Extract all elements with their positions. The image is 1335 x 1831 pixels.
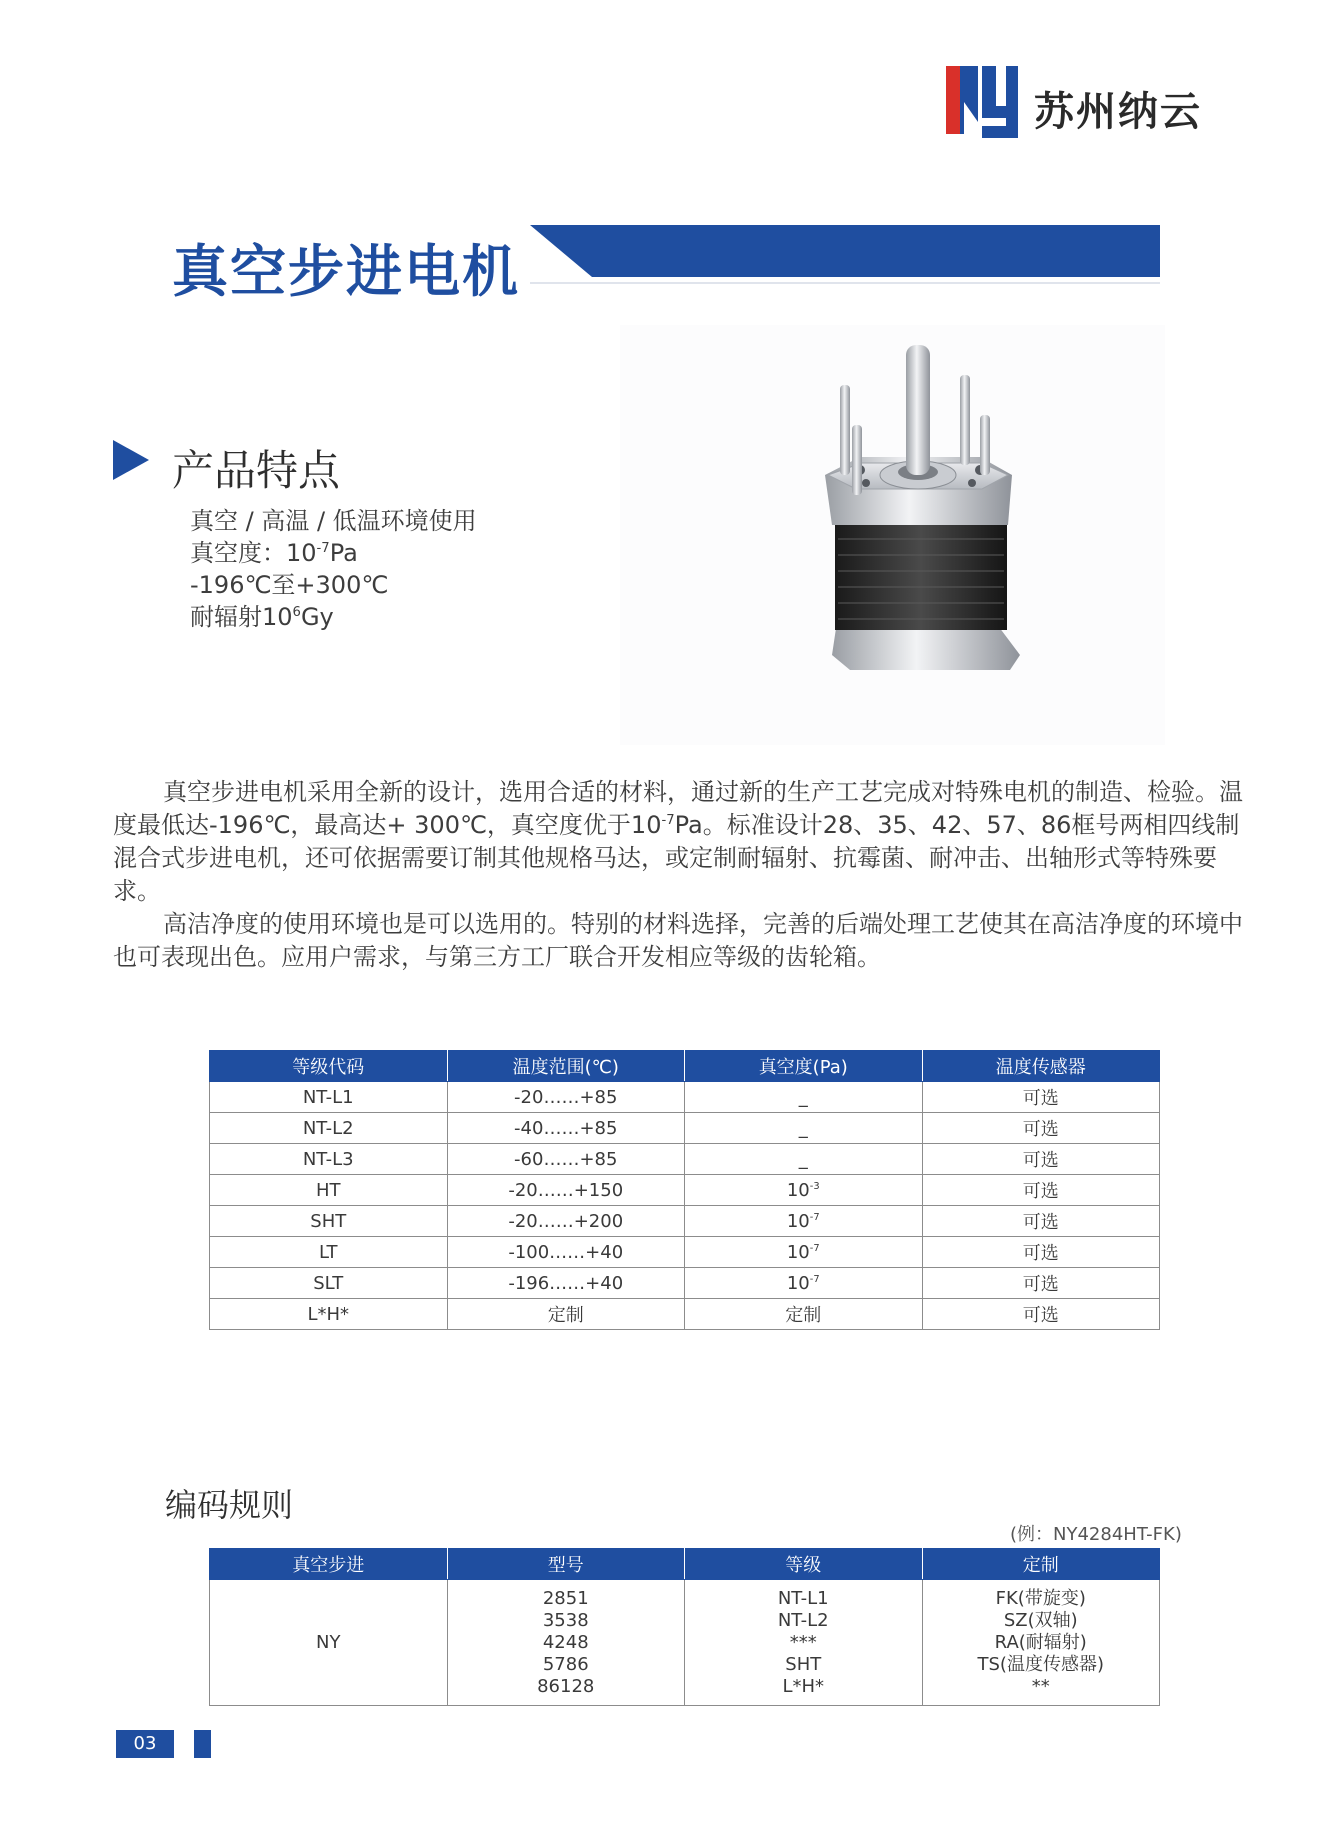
grade-code-cell: NT-L3	[210, 1144, 448, 1175]
grade-code-cell: HT	[210, 1175, 448, 1206]
grade-code-cell: SHT	[210, 1206, 448, 1237]
footer-decoration	[194, 1730, 211, 1758]
description-paragraph: 真空步进电机采用全新的设计，选用合适的材料，通过新的生产工艺完成对特殊电机的制造、检验。温度最低达-196℃，最高达+ 300℃，真空度优于$10^{-7}Pa$。标准设计28、35、42、57、86框号两相四线制混合式步进电机，还可依据需要订制其他规格马达，或定制耐辐射、抗霉菌、耐冲击、出轴形式等特殊要求。	[113, 778, 1243, 905]
grade-code-cell: SLT	[210, 1268, 448, 1299]
column-header: 真空步进	[210, 1549, 448, 1580]
features-heading: 产品特点	[172, 446, 341, 495]
column-header: 温度传感器	[922, 1051, 1160, 1082]
temperature-range-cell: -20……+85	[447, 1082, 685, 1113]
vacuum-cell: $10^{-7}$	[685, 1268, 923, 1299]
sensor-cell: 可选	[922, 1206, 1160, 1237]
model-item: 4248	[542, 1631, 589, 1653]
coding-models-cell	[447, 1580, 685, 1706]
column-header: 等级代码	[210, 1051, 448, 1082]
sensor-cell: 可选	[922, 1082, 1160, 1113]
grade-code-cell: LT	[210, 1237, 448, 1268]
coding-grades-cell	[685, 1580, 923, 1706]
grade-code-cell: L*H*	[210, 1299, 448, 1330]
sensor-cell: 可选	[922, 1268, 1160, 1299]
temperature-range-cell: -20……+150	[447, 1175, 685, 1206]
feature-item: -196℃至+300℃	[190, 571, 389, 599]
grade-table	[209, 1050, 1160, 1330]
vacuum-cell: _	[685, 1082, 923, 1113]
grade-code-cell: NT-L1	[210, 1082, 448, 1113]
feature-item: 真空 / 高温 / 低温环境使用	[190, 507, 477, 535]
feature-item: 真空度：$10^{-7}Pa$	[190, 539, 358, 567]
option-item: TS(温度传感器)	[977, 1653, 1104, 1675]
vacuum-cell: _	[685, 1144, 923, 1175]
vacuum-cell: $10^{-3}$	[685, 1175, 923, 1206]
column-header: 等级	[685, 1549, 923, 1580]
option-item: RA(耐辐射)	[994, 1631, 1087, 1653]
vacuum-cell: _	[685, 1113, 923, 1144]
table-header-row	[210, 1051, 1160, 1082]
vacuum-cell: 定制	[685, 1299, 923, 1330]
company-logo	[940, 62, 1210, 142]
table-row	[210, 1237, 1160, 1268]
sensor-cell: 可选	[922, 1175, 1160, 1206]
grade-item: NT-L1	[777, 1587, 829, 1609]
temperature-range-cell: -40……+85	[447, 1113, 685, 1144]
temperature-range-cell: -60……+85	[447, 1144, 685, 1175]
sensor-cell: 可选	[922, 1144, 1160, 1175]
features-list	[190, 505, 477, 633]
option-item: **	[1031, 1675, 1050, 1697]
column-header: 型号	[447, 1549, 685, 1580]
coding-table	[209, 1548, 1160, 1706]
table-row	[210, 1175, 1160, 1206]
grade-item: L*H*	[782, 1675, 825, 1697]
model-item: 86128	[537, 1675, 595, 1697]
temperature-range-cell: -20……+200	[447, 1206, 685, 1237]
feature-item: 耐辐射$10^6Gy$	[190, 603, 334, 631]
temperature-range-cell: 定制	[447, 1299, 685, 1330]
temperature-range-cell: -100……+40	[447, 1237, 685, 1268]
page-title: 真空步进电机	[172, 240, 520, 305]
product-description	[113, 776, 1258, 974]
model-item: 2851	[542, 1587, 589, 1609]
grade-item: SHT	[785, 1653, 822, 1675]
title-band-decoration	[530, 225, 1160, 285]
temperature-range-cell: -196……+40	[447, 1268, 685, 1299]
vacuum-cell: $10^{-7}$	[685, 1237, 923, 1268]
table-row	[210, 1082, 1160, 1113]
column-header: 定制	[922, 1549, 1160, 1580]
option-item: SZ(双轴)	[1003, 1609, 1078, 1631]
coding-example: (例：NY4284HT-FK)	[1010, 1524, 1182, 1545]
model-item: 5786	[542, 1653, 589, 1675]
column-header: 真空度(Pa)	[685, 1051, 923, 1082]
vacuum-cell: $10^{-7}$	[685, 1206, 923, 1237]
column-header: 温度范围(℃)	[447, 1051, 685, 1082]
sensor-cell: 可选	[922, 1299, 1160, 1330]
ny-logo-icon	[940, 62, 1020, 142]
table-row	[210, 1268, 1160, 1299]
sensor-cell: 可选	[922, 1113, 1160, 1144]
stepper-motor-image	[620, 325, 1165, 745]
coding-prefix-cell: NY	[210, 1580, 448, 1706]
table-row	[210, 1299, 1160, 1330]
table-row	[210, 1206, 1160, 1237]
coding-rules-heading: 编码规则	[165, 1486, 294, 1524]
grade-item: ***	[789, 1631, 817, 1653]
table-row	[210, 1580, 1160, 1706]
sensor-cell: 可选	[922, 1237, 1160, 1268]
brand-name: 苏州纳云	[1034, 89, 1202, 135]
coding-options-cell	[922, 1580, 1160, 1706]
grade-code-cell: NT-L2	[210, 1113, 448, 1144]
page-number: 03	[116, 1730, 174, 1758]
triangle-marker-icon	[113, 440, 149, 480]
model-item: 3538	[542, 1609, 589, 1631]
table-row	[210, 1144, 1160, 1175]
option-item: FK(带旋变)	[995, 1587, 1086, 1609]
table-header-row	[210, 1549, 1160, 1580]
description-paragraph: 高洁净度的使用环境也是可以选用的。特别的材料选择，完善的后端处理工艺使其在高洁净度的环境中也可表现出色。应用户需求，与第三方工厂联合开发相应等级的齿轮箱。	[113, 910, 1243, 971]
table-row	[210, 1113, 1160, 1144]
grade-item: NT-L2	[777, 1609, 829, 1631]
